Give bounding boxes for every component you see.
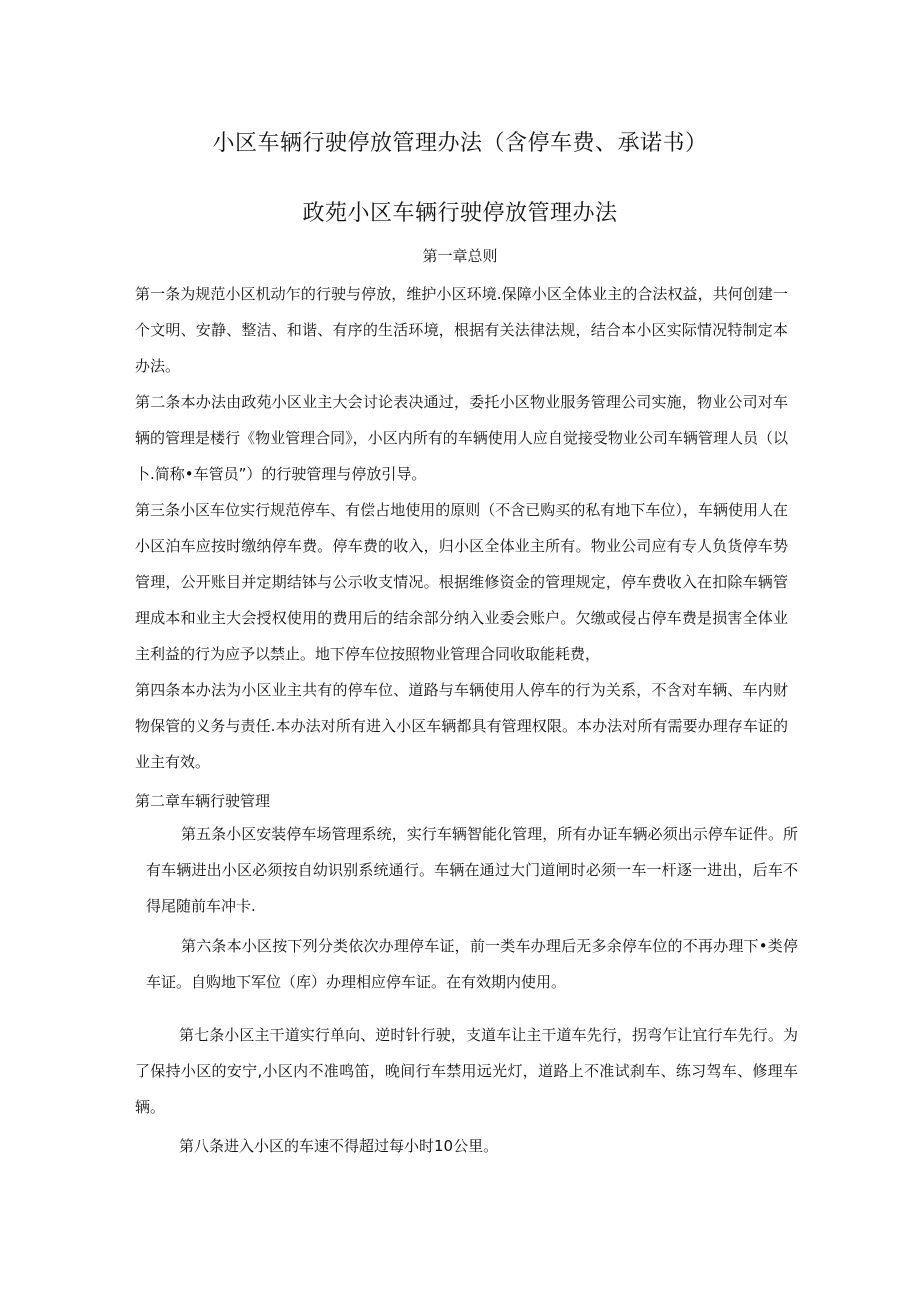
article-6: 第六条本小区按下列分类依次办理停车证，前一类车办理后无多余停车位的不再办理下•类停车证。自购地下军位（库）办理相应停车证。在有效期内使用。 xyxy=(146,937,798,991)
article-4: 第四条本办法为小区业主共有的停车位、道路与车辆使用人停车的行为关系，不含对车辆、车内财物保管的义务与责任.本办法对所有进入小区车辆都具有管理权限。本办法对所有需要办理存车证的业主有效。 xyxy=(135,681,788,771)
chapter-heading-driving: 第二章车辆行驶管理 xyxy=(135,792,271,810)
article-5: 第五条小区安装停车场管理系统，实行车辆智能化管理，所有办证车辆必须出示停车证件。所有车辆进出小区必须按自幼识别系统通行。车辆在通过大门道闸时必须一车一杆逐一进出，后车不得尾随前车冲卡. xyxy=(146,825,798,915)
document-subtitle: 政苑小区车辆行驶停放管理办法 xyxy=(302,201,618,226)
article-8: 第八条进入小区的车速不得超过每小时10公里。 xyxy=(179,1137,499,1155)
chapter-heading-general: 第一章总则 xyxy=(422,247,498,265)
article-3: 第三条小区车位实行规范停车、有偿占地使用的原则（不含已购买的私有地下车位），车辆使用人在小区泊车应按时缴纳停车费。停车费的收入，归小区全体业主所有。物业公司应有专人负货停车势管理，公开账目并定期结钵与公示收支情况。根据维修资金的管理规定，停车费收入在扣除车辆管理成本和业主大会授权使用的费用后的结余部分纳入业委会账户。欠缴或侵占停车费是损害全体业主利益的行为应予以禁止。地下停车位按照物业管理合同收取能耗费， xyxy=(135,501,788,663)
article-7: 第七条小区主干道实行单向、逆时针行驶，支道车让主干道车先行，拐弯乍让宜行车先行。为了保持小区的安宁,小区内不准鸣笛，晚间行车禁用远光灯，道路上不准试刹车、练习驾车、修理车辆。 xyxy=(135,1026,798,1116)
article-2: 第二条本办法由政苑小区业主大会讨论表决通过，委托小区物业服务管理公司实施，物业公司对车辆的管理是楼行《物业管理合同》，小区内所有的车辆使用人应自觉接受物业公司车辆管理人员（以卜.简称•车管员”）的行驶管理与停放引导。 xyxy=(135,393,788,483)
document-title: 小区车辆行驶停放管理办法（含停车费、承诺书） xyxy=(212,131,708,156)
article-1: 第一条为规范小区机动乍的行驶与停放，维护小区环境.保障小区全体业主的合法权益，共何创建一个文明、安静、整洁、和谐、有序的生活环境，根据有关法律法规，结合本小区实际情况特制定本办法。 xyxy=(135,285,788,375)
